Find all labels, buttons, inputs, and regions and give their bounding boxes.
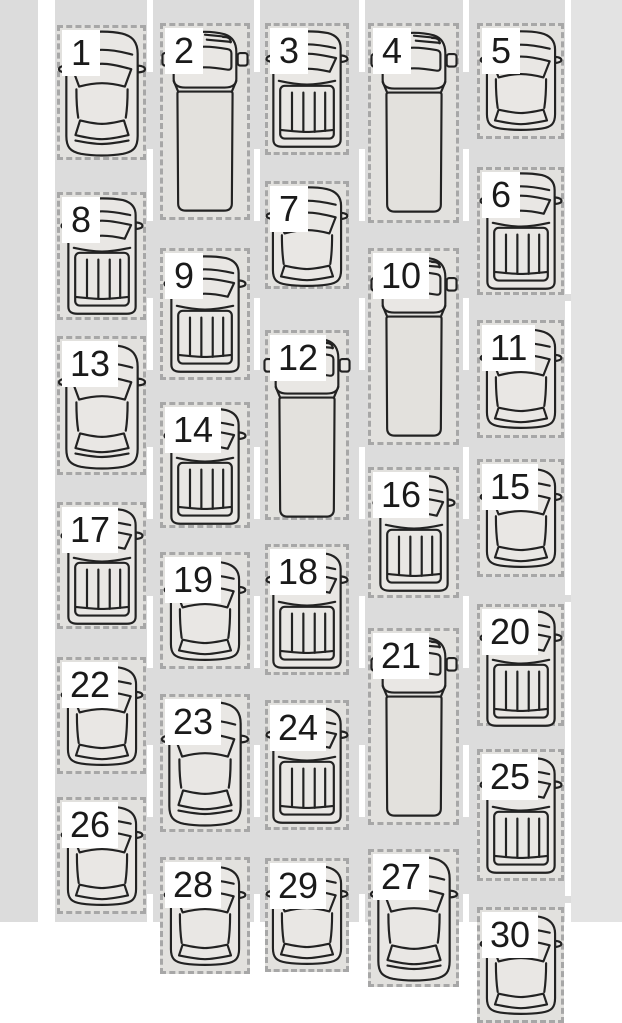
parking-spot-18[interactable] (265, 544, 349, 675)
spot-number-label: 13 (62, 341, 118, 387)
parking-spot-14[interactable] (160, 402, 250, 528)
parking-spot-28[interactable] (160, 857, 250, 974)
parking-spot-22[interactable] (57, 657, 146, 774)
spot-number-label: 10 (373, 253, 429, 299)
spot-number-label: 9 (165, 253, 203, 299)
spot-number-label: 22 (62, 662, 118, 708)
parking-spot-1[interactable] (57, 25, 146, 160)
parking-spot-30[interactable] (477, 907, 564, 1023)
spot-number-label: 15 (482, 464, 538, 510)
spot-number-label: 27 (373, 854, 429, 900)
spot-number-label: 11 (482, 325, 535, 371)
parking-spot-24[interactable] (265, 700, 349, 830)
parking-spot-21[interactable] (368, 628, 459, 825)
spot-number-label: 29 (270, 863, 326, 909)
parking-spot-19[interactable] (160, 552, 250, 669)
parking-spot-26[interactable] (57, 797, 146, 914)
parking-spot-17[interactable] (57, 502, 146, 629)
parking-spot-15[interactable] (477, 459, 564, 577)
spot-number-label: 24 (270, 705, 326, 751)
lane-marking-left (38, 0, 55, 922)
parking-spot-11[interactable] (477, 320, 564, 438)
parking-spot-16[interactable] (368, 467, 459, 598)
parking-spot-5[interactable] (477, 23, 564, 139)
parking-spot-9[interactable] (160, 248, 250, 380)
parking-spot-23[interactable] (160, 694, 250, 832)
parking-spot-3[interactable] (265, 23, 349, 155)
parking-spot-13[interactable] (57, 336, 146, 475)
spot-number-label: 3 (270, 28, 308, 74)
parking-spot-7[interactable] (265, 181, 349, 289)
spot-number-label: 14 (165, 407, 221, 453)
parking-spot-8[interactable] (57, 192, 146, 320)
parking-spot-12[interactable] (265, 330, 349, 520)
spot-number-label: 18 (270, 549, 326, 595)
spot-number-label: 4 (373, 28, 411, 74)
spot-number-label: 1 (62, 30, 100, 76)
parking-spot-4[interactable] (368, 23, 459, 223)
lane-marking-4 (463, 0, 469, 922)
spot-number-label: 21 (373, 633, 429, 679)
parking-spot-20[interactable] (477, 604, 564, 726)
spot-number-label: 26 (62, 802, 118, 848)
parking-spot-27[interactable] (368, 849, 459, 987)
right-pavement-strip (571, 0, 622, 922)
spot-number-label: 25 (482, 754, 538, 800)
spot-number-label: 19 (165, 557, 221, 603)
spot-number-label: 6 (482, 172, 520, 218)
spot-number-label: 23 (165, 699, 221, 745)
spot-number-label: 7 (270, 186, 308, 232)
spot-number-label: 16 (373, 472, 429, 518)
parking-spot-25[interactable] (477, 749, 564, 881)
spot-number-label: 12 (270, 335, 326, 381)
spot-number-label: 17 (62, 507, 118, 553)
lane-marking-1 (147, 0, 153, 922)
spot-number-label: 2 (165, 28, 203, 74)
spot-number-label: 28 (165, 862, 221, 908)
parking-spot-6[interactable] (477, 167, 564, 295)
spot-number-label: 5 (482, 28, 520, 74)
parking-spot-2[interactable] (160, 23, 250, 220)
spot-number-label: 20 (482, 609, 538, 655)
parking-spot-10[interactable] (368, 248, 459, 445)
spot-number-label: 8 (62, 197, 100, 243)
parking-spot-29[interactable] (265, 858, 349, 972)
spot-number-label: 30 (482, 912, 538, 958)
